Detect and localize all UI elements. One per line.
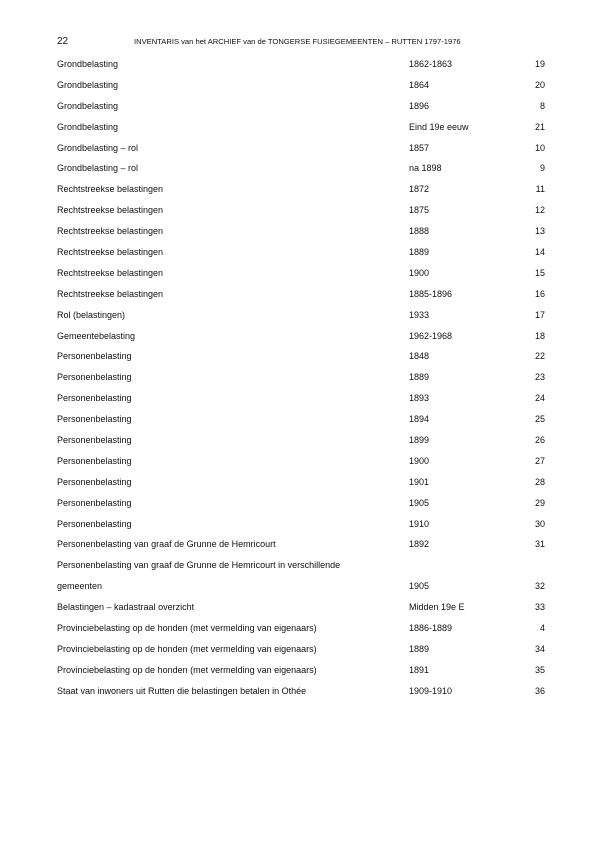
table-row bbox=[57, 367, 545, 388]
running-title: INVENTARIS van het ARCHIEF van de TONGERSE FUSIEGEMEENTEN – RUTTEN 1797-1976 bbox=[134, 37, 461, 46]
row-number: 13 bbox=[534, 226, 545, 237]
row-date: 1891 bbox=[409, 664, 430, 675]
table-row bbox=[57, 179, 545, 200]
table-row bbox=[57, 75, 545, 96]
row-number: 21 bbox=[534, 121, 545, 132]
row-description: Personenbelasting bbox=[57, 518, 132, 529]
row-description: Grondbelasting bbox=[57, 121, 119, 132]
row-description: Provinciebelasting op de honden (met vermelding van eigenaars) bbox=[57, 664, 317, 675]
row-number: 33 bbox=[534, 602, 545, 613]
row-number: 19 bbox=[534, 59, 545, 69]
row-description: Belastingen – kadastraal overzicht bbox=[57, 602, 195, 613]
table-row bbox=[57, 158, 545, 179]
row-date: 1885-1896 bbox=[409, 288, 453, 299]
table-row bbox=[57, 326, 545, 347]
row-description: Personenbelasting bbox=[57, 372, 132, 383]
table-row bbox=[57, 263, 545, 284]
table-row bbox=[57, 514, 545, 535]
row-date: 1900 bbox=[409, 455, 430, 466]
row-date: 1899 bbox=[409, 435, 430, 446]
row-date: 1888 bbox=[409, 226, 430, 237]
row-description: Staat van inwoners uit Rutten die belastingen betalen in Othée bbox=[57, 685, 307, 696]
row-number: 30 bbox=[534, 518, 545, 529]
row-number: 29 bbox=[534, 497, 545, 508]
row-description: Grondbelasting – rol bbox=[57, 163, 139, 174]
row-date: 1900 bbox=[409, 267, 430, 278]
row-number: 15 bbox=[534, 267, 545, 278]
row-number: 26 bbox=[534, 435, 545, 446]
row-number: 27 bbox=[534, 455, 545, 466]
row-date: Eind 19e eeuw bbox=[409, 121, 469, 132]
row-description: Rechtstreekse belastingen bbox=[57, 205, 164, 216]
row-description: Personenbelasting van graaf de Grunne de Hemricourt bbox=[57, 539, 276, 550]
row-number: 25 bbox=[534, 414, 545, 425]
row-description: Personenbelasting bbox=[57, 455, 132, 466]
table-row bbox=[57, 618, 545, 639]
row-number: 20 bbox=[534, 79, 545, 90]
row-date: 1875 bbox=[409, 205, 430, 216]
row-date: 1894 bbox=[409, 414, 430, 425]
row-date: 1889 bbox=[409, 643, 430, 654]
table-row bbox=[57, 639, 545, 660]
row-number: 10 bbox=[534, 142, 545, 153]
table-row bbox=[57, 221, 545, 242]
row-number: 31 bbox=[534, 539, 545, 550]
row-description: Provinciebelasting op de honden (met vermelding van eigenaars) bbox=[57, 623, 317, 634]
inventory-table bbox=[57, 54, 545, 702]
row-date: 1892 bbox=[409, 539, 430, 550]
row-date: 1910 bbox=[409, 518, 430, 529]
page-number: 22 bbox=[57, 36, 69, 47]
row-date: 1864 bbox=[409, 79, 430, 90]
row-description: Grondbelasting bbox=[57, 79, 119, 90]
row-date: 1848 bbox=[409, 351, 430, 362]
table-row bbox=[57, 555, 545, 597]
row-number: 34 bbox=[534, 643, 545, 654]
row-date: 1857 bbox=[409, 142, 430, 153]
row-description: Rol (belastingen) bbox=[57, 309, 126, 320]
table-row bbox=[57, 597, 545, 618]
row-description: Rechtstreekse belastingen bbox=[57, 184, 164, 195]
row-number: 36 bbox=[534, 685, 545, 696]
row-description: Grondbelasting bbox=[57, 100, 119, 111]
row-number: 32 bbox=[534, 581, 545, 592]
row-date: 1901 bbox=[409, 476, 430, 487]
row-date: 1872 bbox=[409, 184, 430, 195]
row-description: Rechtstreekse belastingen bbox=[57, 247, 164, 258]
row-description: Personenbelasting bbox=[57, 435, 132, 446]
row-number: 9 bbox=[539, 163, 545, 174]
table-row bbox=[57, 472, 545, 493]
row-description: Personenbelasting bbox=[57, 497, 132, 508]
table-row bbox=[57, 388, 545, 409]
row-number: 16 bbox=[534, 288, 545, 299]
table-row bbox=[57, 96, 545, 117]
row-number: 18 bbox=[534, 330, 545, 341]
table-row bbox=[57, 305, 545, 326]
table-row bbox=[57, 534, 545, 555]
row-description-line: gemeenten bbox=[57, 581, 103, 592]
table-row bbox=[57, 409, 545, 430]
row-date: 1933 bbox=[409, 309, 430, 320]
table-row bbox=[57, 138, 545, 159]
row-date: 1889 bbox=[409, 247, 430, 258]
row-description: Rechtstreekse belastingen bbox=[57, 226, 164, 237]
table-row bbox=[57, 54, 545, 75]
row-number: 8 bbox=[539, 100, 545, 111]
table-row bbox=[57, 681, 545, 702]
row-number: 17 bbox=[534, 309, 545, 320]
row-number: 28 bbox=[534, 476, 545, 487]
row-date: 1886-1889 bbox=[409, 623, 453, 634]
row-description: Provinciebelasting op de honden (met vermelding van eigenaars) bbox=[57, 643, 317, 654]
row-date: 1862-1863 bbox=[409, 59, 453, 69]
row-date: 1909-1910 bbox=[409, 685, 453, 696]
row-number: 4 bbox=[539, 623, 545, 634]
row-date: Midden 19e E bbox=[409, 602, 465, 613]
row-number: 23 bbox=[534, 372, 545, 383]
row-description-line: Personenbelasting van graaf de Grunne de Hemricourt in verschillende bbox=[57, 560, 341, 571]
table-row bbox=[57, 117, 545, 138]
table-row bbox=[57, 242, 545, 263]
table-row bbox=[57, 451, 545, 472]
row-description: Personenbelasting bbox=[57, 351, 132, 362]
row-description: Grondbelasting – rol bbox=[57, 142, 139, 153]
table-row bbox=[57, 200, 545, 221]
row-description: Rechtstreekse belastingen bbox=[57, 288, 164, 299]
row-date: 1905 bbox=[409, 497, 430, 508]
row-description: Grondbelasting bbox=[57, 59, 119, 69]
row-description: Personenbelasting bbox=[57, 393, 132, 404]
row-date: 1896 bbox=[409, 100, 430, 111]
row-description: Personenbelasting bbox=[57, 414, 132, 425]
row-number: 11 bbox=[535, 184, 545, 195]
table-row bbox=[57, 284, 545, 305]
row-description bbox=[57, 555, 340, 597]
table-row bbox=[57, 493, 545, 514]
row-description: Gemeentebelasting bbox=[57, 330, 136, 341]
row-number: 35 bbox=[534, 664, 545, 675]
row-date: 1893 bbox=[409, 393, 430, 404]
row-description: Rechtstreekse belastingen bbox=[57, 267, 164, 278]
row-number: 22 bbox=[534, 351, 545, 362]
table-row bbox=[57, 430, 545, 451]
row-date: 1962-1968 bbox=[409, 330, 453, 341]
table-row bbox=[57, 346, 545, 367]
row-date: na 1898 bbox=[409, 163, 442, 174]
table-row bbox=[57, 660, 545, 681]
row-number: 12 bbox=[534, 205, 545, 216]
row-date: 1905 bbox=[409, 581, 430, 592]
row-number: 24 bbox=[534, 393, 545, 404]
row-number: 14 bbox=[534, 247, 545, 258]
row-date: 1889 bbox=[409, 372, 430, 383]
page-header bbox=[57, 36, 545, 50]
row-description: Personenbelasting bbox=[57, 476, 132, 487]
